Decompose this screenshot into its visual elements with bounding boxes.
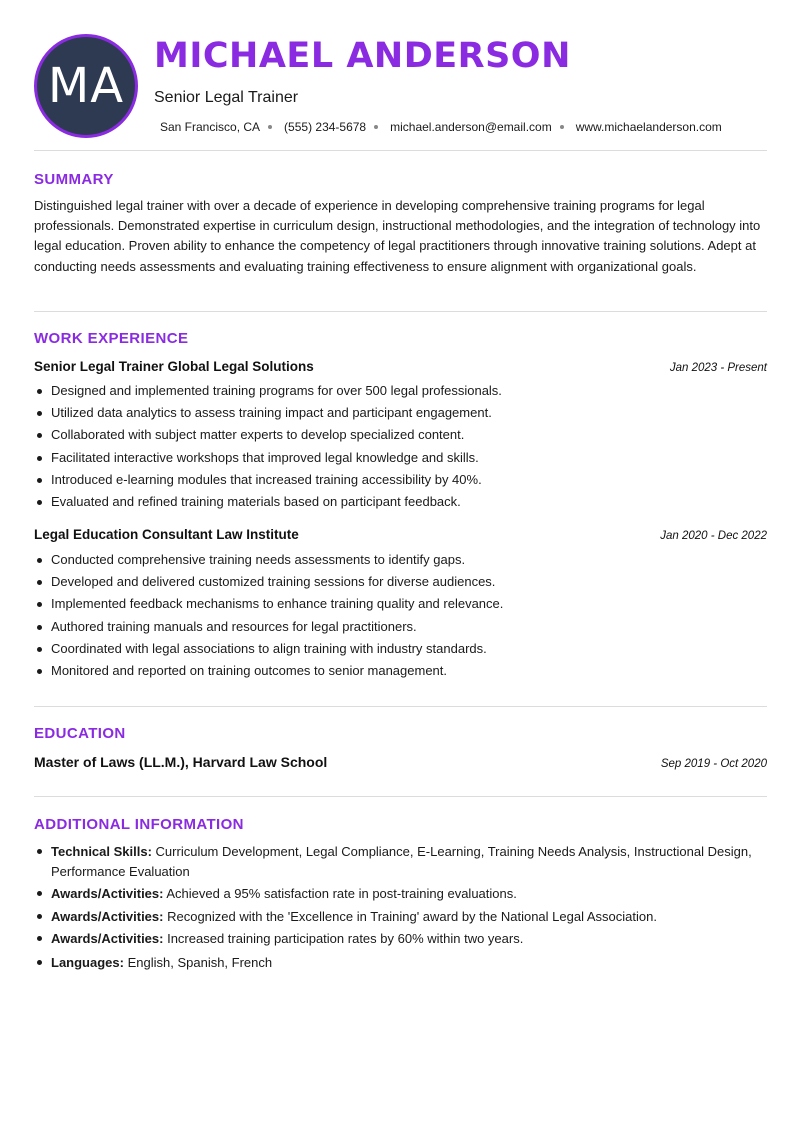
section-divider <box>34 706 767 707</box>
info-text: Curriculum Development, Legal Compliance, E-Learning, Training Needs Analysis, Instructional Design, Performance Evaluation <box>51 844 752 879</box>
list-item: Designed and implemented training programs for over 500 legal professionals. <box>34 380 767 402</box>
dot-separator <box>374 125 378 129</box>
list-item: Evaluated and refined training materials based on participant feedback. <box>34 491 767 513</box>
candidate-name: MICHAEL ANDERSON <box>154 36 571 76</box>
list-item <box>34 929 769 949</box>
job-role: Senior Legal Trainer Global Legal Solutions <box>34 359 314 374</box>
education-entry <box>34 754 767 770</box>
info-label: Awards/Activities: <box>51 908 164 924</box>
contact-bar <box>160 120 722 134</box>
section-divider <box>34 796 767 797</box>
job-bullets <box>34 380 767 513</box>
job-bullets <box>34 549 767 682</box>
education-heading: EDUCATION <box>34 725 126 742</box>
list-item: Utilized data analytics to assess training impact and participant engagement. <box>34 402 767 424</box>
info-text: Increased training participation rates by 60% within two years. <box>167 931 524 946</box>
list-item: Conducted comprehensive training needs assessments to identify gaps. <box>34 549 767 571</box>
info-label: Languages: <box>51 954 124 970</box>
summary-heading: SUMMARY <box>34 171 114 188</box>
additional-list <box>34 842 769 975</box>
list-item: Collaborated with subject matter experts to develop specialized content. <box>34 424 767 446</box>
list-item: Introduced e-learning modules that increased training accessibility by 40%. <box>34 469 767 491</box>
job-dates: Jan 2020 - Dec 2022 <box>660 530 767 542</box>
job-role: Legal Education Consultant Law Institute <box>34 527 299 542</box>
info-label: Awards/Activities: <box>51 886 164 901</box>
list-item: Developed and delivered customized training sessions for diverse audiences. <box>34 571 767 593</box>
contact-website[interactable]: www.michaelanderson.com <box>575 120 722 134</box>
section-divider <box>34 150 767 151</box>
candidate-title: Senior Legal Trainer <box>154 89 299 106</box>
additional-heading: ADDITIONAL INFORMATION <box>34 816 244 833</box>
job-header <box>34 527 767 542</box>
info-label: Awards/Activities: <box>51 931 164 946</box>
summary-text: Distinguished legal trainer with over a decade of experience in developing comprehensive training programs for legal professionals. Demonstrated expertise in curriculum design, instructional methodologies, and the integration of technology into legal education. Proven ability to enhance the competency of legal practitioners through innovative training solutions. Adept at conducting needs assessments and evaluating training effectiveness to ensure alignment with organizational goals. <box>34 198 761 274</box>
avatar <box>34 34 138 138</box>
list-item <box>34 842 769 881</box>
info-label: Technical Skills: <box>51 844 152 859</box>
list-item: Facilitated interactive workshops that improved legal knowledge and skills. <box>34 447 767 469</box>
contact-phone: (555) 234-5678 <box>284 120 367 134</box>
experience-heading: WORK EXPERIENCE <box>34 330 189 347</box>
education-dates: Sep 2019 - Oct 2020 <box>660 758 767 770</box>
job-dates: Jan 2023 - Present <box>669 362 767 374</box>
list-item: Coordinated with legal associations to align training with industry standards. <box>34 638 767 660</box>
list-item: Implemented feedback mechanisms to enhance training quality and relevance. <box>34 593 767 615</box>
info-text: Recognized with the 'Excellence in Training' award by the National Legal Association. <box>167 908 657 924</box>
job-header <box>34 359 767 374</box>
list-item <box>34 884 769 904</box>
avatar-initials: MA <box>47 58 125 114</box>
list-item <box>34 953 769 973</box>
dot-separator <box>560 125 564 129</box>
list-item: Monitored and reported on training outcomes to senior management. <box>34 660 767 682</box>
dot-separator <box>268 125 272 129</box>
contact-location: San Francisco, CA <box>160 120 261 134</box>
list-item <box>34 907 769 927</box>
list-item: Authored training manuals and resources for legal practitioners. <box>34 616 767 638</box>
contact-email[interactable]: michael.anderson@email.com <box>390 120 552 134</box>
info-text: English, Spanish, French <box>127 954 273 970</box>
info-text: Achieved a 95% satisfaction rate in post-training evaluations. <box>166 886 517 901</box>
education-degree: Master of Laws (LL.M.), Harvard Law School <box>34 754 328 770</box>
section-divider <box>34 311 767 312</box>
